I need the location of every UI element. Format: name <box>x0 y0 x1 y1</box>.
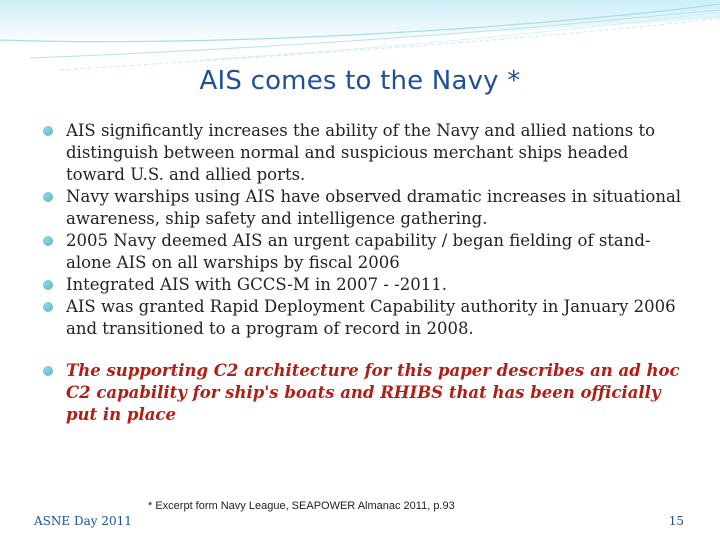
footer-event-name: ASNE Day 2011 <box>34 514 132 528</box>
bullet-item <box>42 296 682 340</box>
bullet-text: 2005 Navy deemed AIS an urgent capability / began fielding of stand-alone AIS on all warships by fiscal 2006 <box>66 231 651 272</box>
bullet-item <box>42 230 682 274</box>
bullet-item <box>42 186 682 230</box>
slide-title: AIS comes to the Navy * <box>199 66 521 96</box>
bullet-text: Integrated AIS with GCCS-M in 2007 - -2011. <box>66 275 447 294</box>
bullet-dot-icon <box>43 366 53 376</box>
bullet-dot-icon <box>43 280 53 290</box>
highlight-bullet-item <box>42 360 682 426</box>
bullet-list <box>42 120 682 426</box>
bullet-item <box>42 274 682 296</box>
bullet-item <box>42 120 682 186</box>
bullet-dot-icon <box>43 192 53 202</box>
bullet-dot-icon <box>43 236 53 246</box>
bullet-text: AIS significantly increases the ability of the Navy and allied nations to distinguish between normal and suspicious merchant ships headed toward U.S. and allied ports. <box>66 121 656 184</box>
bullet-text: AIS was granted Rapid Deployment Capability authority in January 2006 and transitioned to a program of record in 2008. <box>66 297 676 338</box>
highlight-bullet-text: The supporting C2 architecture for this paper describes an ad hoc C2 capability for ship's boats and RHIBS that has been officially put in place <box>66 361 680 424</box>
bullet-dot-icon <box>43 126 53 136</box>
footnote: * Excerpt form Navy League, SEAPOWER Almanac 2011, p.93 <box>148 500 455 512</box>
bullet-dot-icon <box>43 302 53 312</box>
bullet-text: Navy warships using AIS have observed dramatic increases in situational awareness, ship safety and intelligence gathering. <box>66 187 682 228</box>
page-number: 15 <box>668 514 684 528</box>
